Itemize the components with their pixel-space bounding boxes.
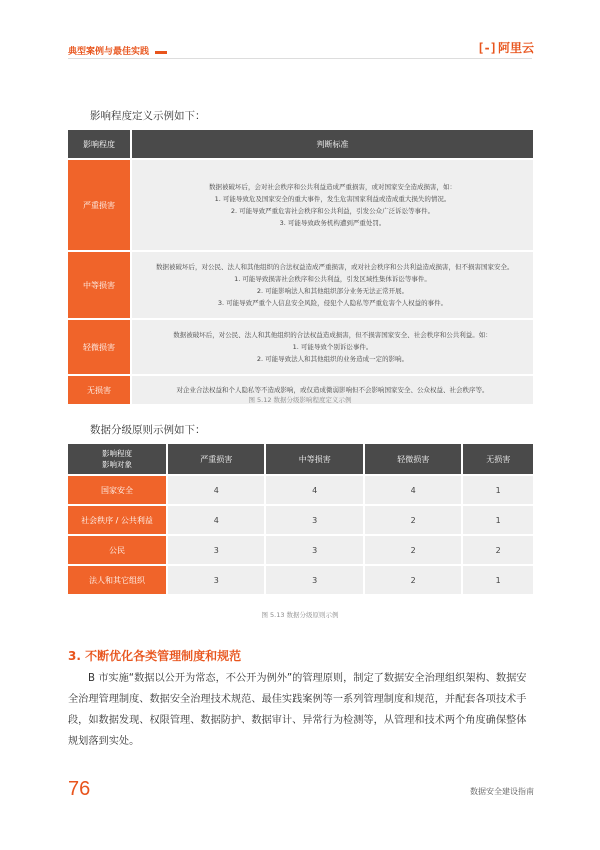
criteria-line: 1. 可能导致危及国家安全的重大事件，发生危害国家利益或造成重大损失的情况。: [214, 195, 451, 203]
body-paragraph: B 市实施“数据以公开为常态，不公开为例外”的管理原则，制定了数据安全治理组织架构、数据安全治理管理制度、数据安全治理技术规范、最佳实践案例等一系列管理制度和规范，并配套各项技术手段，如数据发现、权限管理、数据防护、数据审计、异常行为检测等，从管理和技术两个角度确保整体规划落到实处。: [68, 673, 527, 747]
level-cell: 严重损害: [68, 158, 132, 250]
section-title: [68, 44, 167, 57]
accent-bar: [155, 51, 167, 54]
grade-cell: 1: [463, 504, 533, 534]
column-header: 严重损害: [168, 444, 266, 474]
criteria-line: 对企业合法权益和个人隐私等不造成影响，或仅造成微弱影响但不会影响国家安全、公众权益、社会秩序等。: [176, 386, 489, 394]
grade-cell: 1: [463, 474, 533, 504]
impact-definition-table: [68, 130, 533, 404]
corner-line: 影响程度: [102, 449, 132, 458]
page-header: [0, 0, 600, 60]
header-criteria: 判断标准: [132, 130, 533, 158]
criteria-line: 数据被破坏后，会对社会秩序和公共利益造成严重损害，或对国家安全造成损害，如：: [209, 183, 456, 191]
table-row: [68, 534, 533, 564]
grade-cell: 3: [266, 564, 364, 594]
criteria-cell: [132, 318, 533, 374]
criteria-line: 数据被破坏后，对公民、法人和其他组织的合法权益造成严重损害，或对社会秩序和公共利益造成损害，但不损害国家安全。: [156, 263, 514, 271]
grade-cell: 2: [463, 534, 533, 564]
figure-caption: 图 5.12 数据分级影响程度定义示例: [248, 396, 352, 404]
grade-cell: 2: [365, 504, 463, 534]
header-impact-level: 影响程度: [68, 130, 132, 158]
criteria-line: 数据被破坏后，对公民、法人和其他组织的合法权益造成损害，但不损害国家安全、社会秩序和公共利益。如：: [173, 331, 492, 339]
book-title: 数据安全建设指南: [470, 787, 534, 796]
object-cell: 国家安全: [68, 474, 168, 504]
level-cell: 轻微损害: [68, 318, 132, 374]
grade-cell: 2: [365, 564, 463, 594]
criteria-line: 3. 可能导致政务机构遭到严重处罚。: [279, 219, 386, 227]
level-cell: 中等损害: [68, 250, 132, 318]
criteria-cell: [132, 158, 533, 250]
criteria-line: 2. 可能影响法人和其他组织部分业务无法正常开展。: [256, 287, 409, 295]
grade-cell: 4: [266, 474, 364, 504]
grading-principle-table: [68, 444, 533, 594]
criteria-line: 2. 可能导致法人和其他组织的业务造成一定的影响。: [256, 355, 409, 363]
table-row: [68, 564, 533, 594]
object-cell: 法人和其它组织: [68, 564, 168, 594]
grade-cell: 3: [168, 534, 266, 564]
table-header-row: [68, 444, 533, 474]
section-heading: 3. 不断优化各类管理制度和规范: [68, 649, 242, 663]
grade-cell: 4: [168, 474, 266, 504]
column-header: 轻微损害: [365, 444, 463, 474]
section-title-text: 典型案例与最佳实践: [68, 47, 150, 57]
table-header-row: [68, 130, 533, 158]
page-number: 76: [68, 778, 91, 800]
grade-cell: 1: [463, 564, 533, 594]
level-cell: 无损害: [68, 374, 132, 404]
aliyun-logo-icon: [-]: [477, 40, 496, 55]
corner-header: [68, 444, 168, 474]
criteria-line: 1. 可能导致损害社会秩序和公共利益，引发区域性集体诉讼等事件。: [234, 275, 431, 283]
corner-line: 影响对象: [102, 460, 132, 469]
grade-cell: 3: [266, 534, 364, 564]
table-row: [68, 504, 533, 534]
column-header: 无损害: [463, 444, 533, 474]
header-divider: [68, 58, 532, 59]
figure-caption: 图 5.13 数据分级原则示例: [261, 611, 339, 619]
grade-cell: 2: [365, 534, 463, 564]
criteria-line: 3. 可能导致严重个人信息安全风险，侵犯个人隐私等严重危害个人权益的事件。: [217, 299, 448, 307]
impact-definition-intro: 影响程度定义示例如下：: [90, 110, 206, 122]
column-header: 中等损害: [266, 444, 364, 474]
table-row: [68, 250, 533, 318]
grade-cell: 4: [168, 504, 266, 534]
object-cell: 公民: [68, 534, 168, 564]
criteria-cell: [132, 250, 533, 318]
table-row: [68, 318, 533, 374]
grading-principle-intro: 数据分级原则示例如下：: [90, 424, 206, 436]
table-row: [68, 474, 533, 504]
grade-cell: 3: [266, 504, 364, 534]
object-cell: 社会秩序 / 公共利益: [68, 504, 168, 534]
table-row: [68, 158, 533, 250]
grade-cell: 4: [365, 474, 463, 504]
criteria-line: 1. 可能导致个别诉讼事件。: [292, 343, 373, 351]
grade-cell: 3: [168, 564, 266, 594]
criteria-line: 2. 可能导致严重危害社会秩序和公共利益，引发公众广泛诉讼等事件。: [230, 207, 435, 215]
brand-name: 阿里云: [497, 41, 534, 55]
brand-logo: [477, 39, 534, 56]
